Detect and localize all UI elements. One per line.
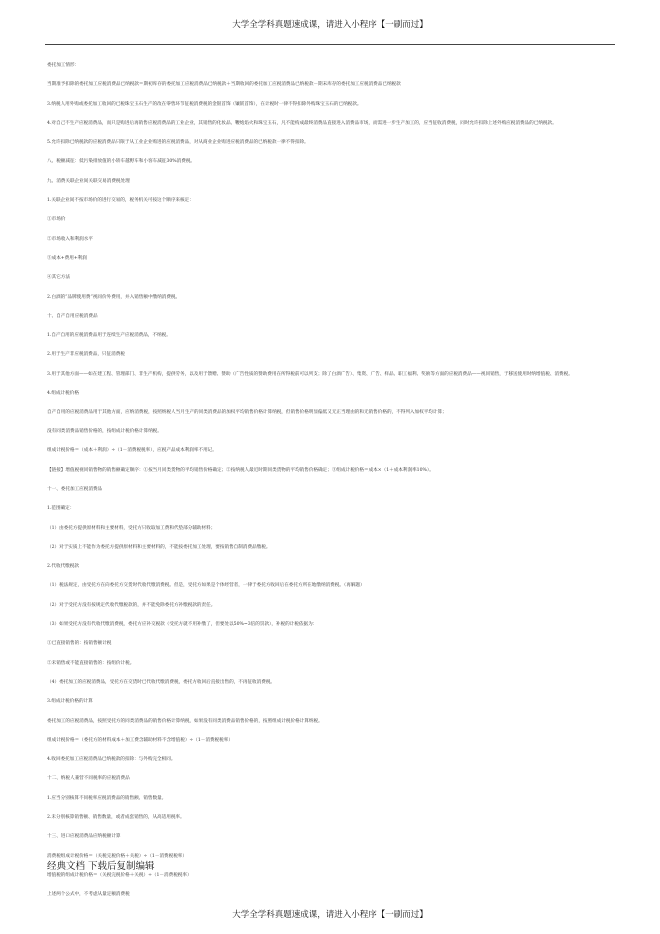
section-heading: 十、自产自用应税消费品 (47, 313, 98, 319)
section-heading: 十三、进口应税消费品应纳税额计算 (47, 834, 121, 840)
text-line: （4）委托加工的应税消费品，受托方在交货时已代收代缴消费税，委托方收回后直接出售的，不再征收消费税。 (47, 679, 276, 685)
text-paragraph: 3.用于其他方面——如在建工程、管理部门、非生产机构，提供劳务，以及用于馈赠、赞助（广告性质的赞助费用在所得税前可以列支；除了白酒广告）、集资、广告、样品、职工福利、奖励等方面的应税消费品——视同销售，于移送使用时纳增值税、消费税。 (47, 371, 573, 377)
header-rule (45, 44, 615, 45)
list-item: ①已直接销售的：按销售额计税 (47, 641, 112, 647)
text-line: 没有同类消费品销售价格的，按组成计税价格计算纳税。 (47, 429, 162, 435)
section-heading: 十一、委托加工应税消费品 (47, 486, 103, 492)
formula-line: 消费税组成计税价格＝（关税完税价格＋关税）÷（1－消费税税率） (47, 853, 187, 859)
text-line: 4.组成计税价格 (47, 390, 79, 396)
list-item: ②未销售或不能直接销售的：按组价计税。 (47, 660, 135, 666)
text-line: 5.允许扣除已纳税款的应税消费品只限于从工业企业购进的应税消费品，对从商业企业购进应税消费品的已纳税款一律不得扣除。 (47, 140, 309, 146)
list-item: ①市场价 (47, 217, 66, 223)
formula-line: 组成计税价格＝（成本＋利润）÷（1－消费税税率），应税产品成本利润率不用记。 (47, 448, 217, 454)
text-line: 1.自产自用的应税消费品用于连续生产应税消费品，不纳税。 (47, 333, 171, 339)
text-line: 3.组成计税价格的计算 (47, 699, 93, 705)
text-line: 4.对自己不生产应税消费品，而只是购进后再销售应税消费品的工业企业，其销售的化妆品、鞭炮焰火和珠宝玉石，凡不能构成最终消费品直接进入消费品市场，而需进一步生产加工的，应当征收消费税，同时允许扣除上述外购应税消费品的已纳税款。 (47, 120, 557, 126)
formula-line: 组成计税价格＝（委托方的材料成本＋加工费含辅助材料不含增值税）÷（1－消费税税率） (47, 737, 233, 743)
section-heading: 九、消费关联企业间关联交易消费税处理 (47, 178, 130, 184)
text-line: 委托加工情形： (47, 63, 80, 68)
text-line: 2.代收代缴税款 (47, 564, 79, 570)
page-footer: 大学全学科真题速成课，请进入小程序【一刷而过】 (232, 910, 428, 920)
text-line: （3）如果受托方没有代收代缴消费税，委托方应补交税款（受托方就不用补缴了，但要处以50%~3倍的罚款），补税的计税依据为： (47, 622, 318, 628)
text-line: 2.白酒的“品牌使用费”视同价外费用，并入销售额中缴纳消费税。 (47, 294, 181, 300)
document-note: 经典文档 下载后复制编辑 (47, 861, 155, 872)
text-paragraph: 自产自用的应税消费品用于其他方面，应纳消费税，按照纳税人当月生产的同类消费品的加权平均销售价格计算纳税，但销售价格明显偏低又无正当理由的和无销售价格的，不得列入加权平均计算； (47, 410, 447, 416)
text-line: 当期准予扣除的委托加工应税消费品已纳税款＝期初库存的委托加工应税消费品已纳税款＋当期收回的委托加工应税消费品已纳税款－期末库存的委托加工应税消费品已纳税款 (47, 82, 401, 88)
list-item: ③成本+费用+利润 (47, 255, 87, 261)
text-line: 2.未分别核算销售额、销售数量，或者成套销售的，从高适用税率。 (47, 814, 185, 820)
text-line: 1.范围确定： (47, 506, 75, 512)
text-line: （2）对于受托方没有按规定代收代缴税款的，并不能免除委托方补缴税款的责任。 (47, 602, 216, 608)
text-line: 3.纳税人用外购或委托加工收回的已税珠宝玉石生产的改在零售环节征税消费税的金银首饰（镶嵌首饰），在计税时一律不得扣除外购珠宝玉石的已纳税款。 (47, 101, 362, 107)
text-line: 1.关联企业间不按市场价的进行交易的，税务机关可按这个顺序来核定： (47, 198, 194, 204)
text-line: （1）税法规定，由受托方在向委托方交货时代收代缴消费税。但是，受托方如果是个体经营者，一律于委托方收回后在委托方所在地缴纳消费税。（再解题） (47, 583, 365, 589)
text-line: （2）对于实质上不能作为委托方提供原材料和主要材料的，不能按委托加工处理，要按销售自制消费品缴税。 (47, 544, 271, 550)
list-item: ②市场收入和利润水平 (47, 236, 93, 242)
text-line: 1.应当分别核算不同税率应税消费品的销售额、销售数量。 (47, 795, 167, 801)
section-heading: 十二、纳税人兼营不同税率的应税消费品 (47, 776, 130, 782)
document-body (47, 56, 617, 904)
text-line: 上述两个公式中，不考虑从量定额消费税 (47, 892, 130, 898)
link-note: 【链接】增值税视同销售物的销售额确定顺序：①按当月同类货物的平均销售价格确定；②按纳税人最近时期同类货物的平均销售价格确定；③组成计税价格＝成本×（1＋成本利润率10%）。 (47, 467, 434, 473)
text-line: 4.收回委托加工应税消费品已纳税款的扣除：与外购完全相同。 (47, 757, 176, 763)
formula-line: 增值税的组成计税价格＝（关税完税价格＋关税）÷（1－消费税税率） (47, 872, 192, 878)
text-line: 委托加工的应税消费品，按照受托方的同类消费品的销售价格计算纳税，如果没有同类消费品销售价格的，按照组成计税价格计算纳税。 (47, 718, 323, 724)
text-line: 2.用于生产非应税消费品，只征消费税 (47, 352, 125, 358)
text-line: （1）由委托方提供原材料和主要材料，受托方只收取加工费和代垫部分辅助材料； (47, 525, 216, 531)
section-heading: 八、税额减征：低污染排放值的小轿车越野车和小客车减征30%消费税。 (47, 159, 196, 165)
list-item: ④其它方法 (47, 275, 70, 281)
page-header: 大学全学科真题速成课，请进入小程序【一刷而过】 (232, 20, 428, 30)
